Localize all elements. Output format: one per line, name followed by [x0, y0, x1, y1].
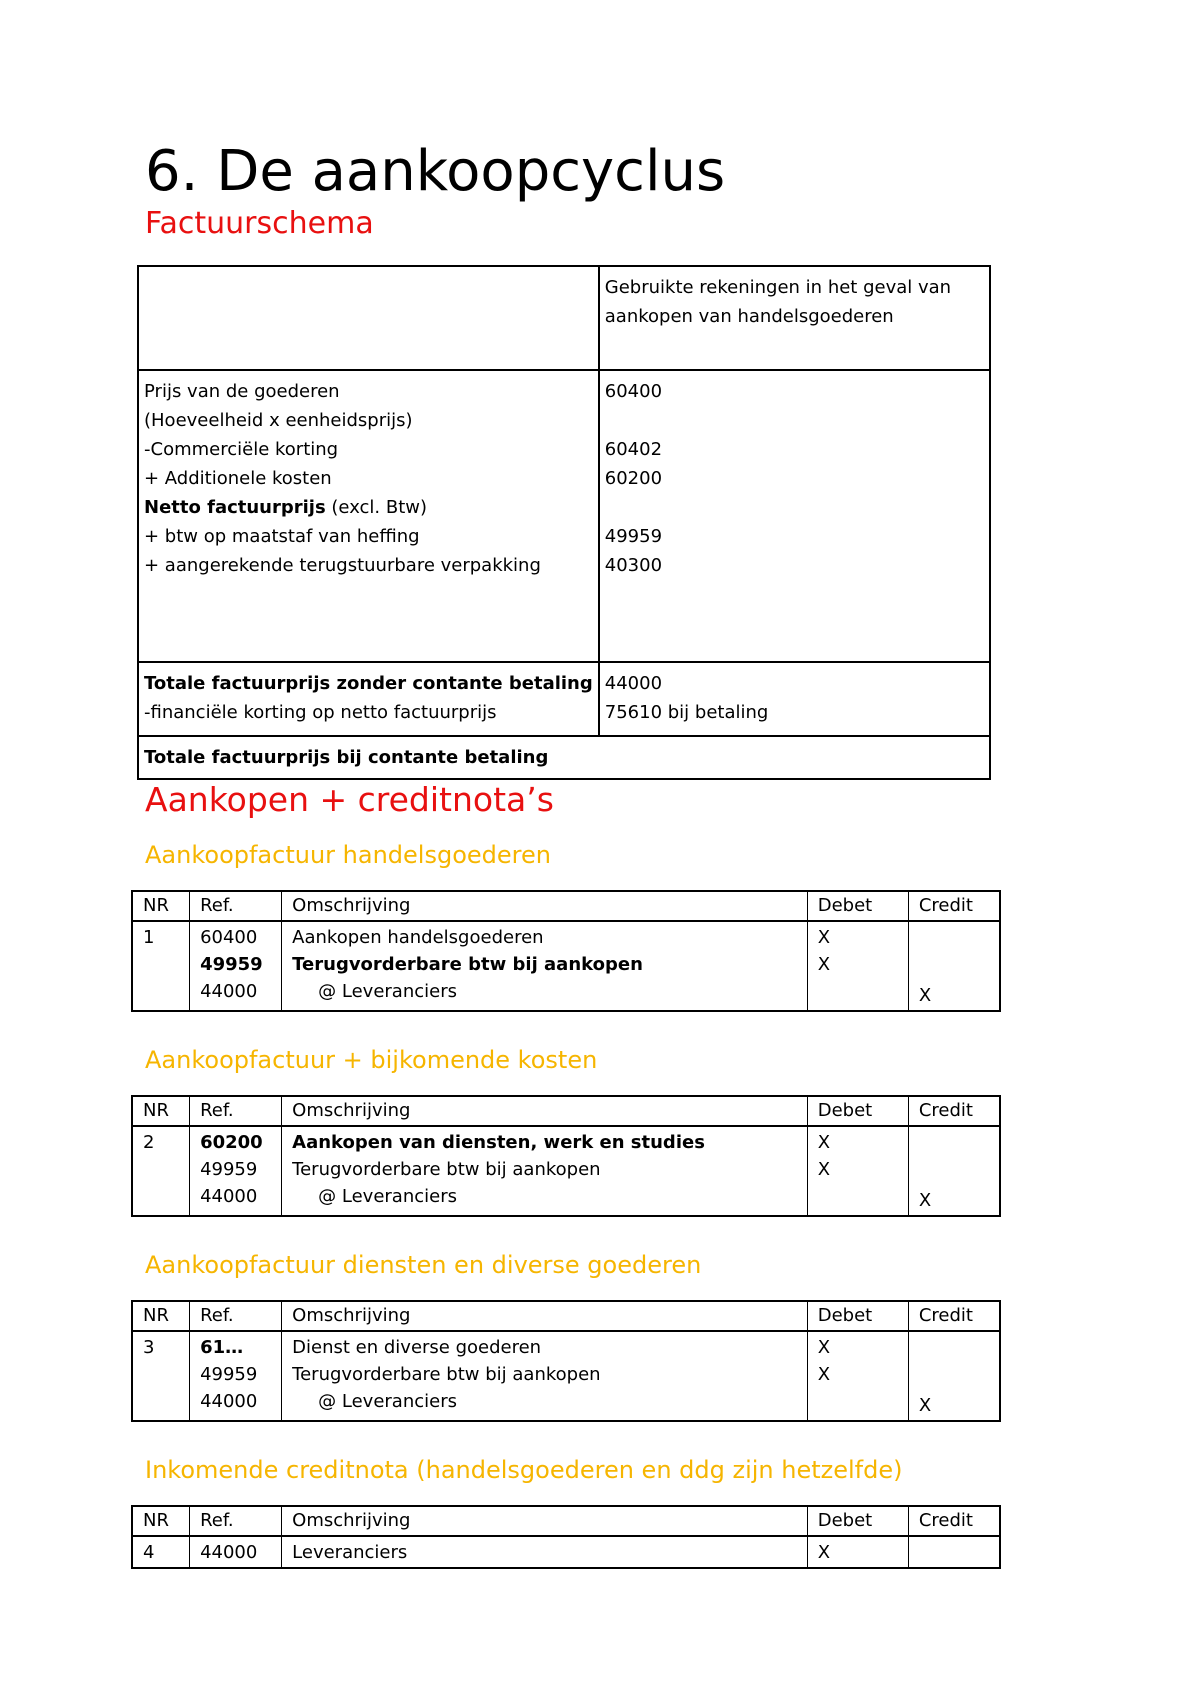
journal-table	[131, 890, 1001, 1012]
col-desc: Omschrijving	[282, 891, 808, 921]
schema-account: 60402	[604, 439, 663, 460]
page-title: 6. De aankoopcyclus	[145, 139, 726, 204]
entry-refs	[190, 1126, 282, 1216]
entry-desc: @ Leveranciers	[318, 981, 457, 1002]
entry-ref: 61…	[200, 1337, 244, 1358]
col-nr: NR	[132, 1096, 190, 1126]
schema-line: Prijs van de goederen	[144, 381, 340, 402]
entry-debet: X	[817, 927, 831, 948]
entry-refs	[190, 921, 282, 1011]
journal-heading: Aankoopfactuur + bijkomende kosten	[145, 1046, 598, 1074]
journal-table	[131, 1300, 1001, 1422]
entry-refs	[190, 1331, 282, 1421]
journal-table	[131, 1095, 1001, 1217]
entry-credit: X	[918, 1190, 932, 1211]
schema-line: + btw op maatstaf van heffing	[144, 526, 420, 547]
entry-desc: Aankopen van diensten, werk en studies	[292, 1132, 705, 1153]
schema-total-left	[138, 662, 599, 736]
entry-descs	[282, 1331, 808, 1421]
col-credit: Credit	[908, 891, 1000, 921]
entry-descs	[282, 1126, 808, 1216]
schema-final-row	[138, 736, 990, 779]
schema-account: 40300	[604, 555, 663, 576]
col-desc: Omschrijving	[282, 1506, 808, 1536]
schema-header-right	[599, 266, 990, 370]
journal-entry	[132, 1536, 1000, 1568]
schema-header-line: aankopen van handelsgoederen	[604, 306, 894, 327]
entry-desc: Terugvorderbare btw bij aankopen	[292, 954, 643, 975]
schema-total-account: 44000	[604, 673, 663, 694]
entry-credits	[908, 1331, 1000, 1421]
col-ref: Ref.	[190, 891, 282, 921]
entry-credit: X	[918, 1395, 932, 1416]
schema-total-label: Totale factuurprijs zonder contante betaling	[144, 673, 593, 694]
factuurschema-table	[137, 265, 991, 780]
journal-entry	[132, 921, 1000, 1011]
col-credit: Credit	[908, 1506, 1000, 1536]
entry-credits	[908, 921, 1000, 1011]
entry-ref: 44000	[200, 1186, 258, 1207]
col-debet: Debet	[807, 1506, 908, 1536]
section-heading-factuurschema: Factuurschema	[145, 206, 374, 241]
schema-line: + Additionele kosten	[144, 468, 332, 489]
schema-body-left	[138, 370, 599, 662]
entry-credit	[908, 1536, 1000, 1568]
entry-debet: X	[817, 1159, 831, 1180]
entry-ref: 49959	[200, 1364, 258, 1385]
entry-nr: 4	[132, 1536, 190, 1568]
schema-line-netto-bold: Netto factuurprijs	[144, 497, 326, 518]
col-nr: NR	[132, 1301, 190, 1331]
schema-account: 60400	[604, 381, 663, 402]
schema-header-line: Gebruikte rekeningen in het geval van	[604, 277, 952, 298]
col-debet: Debet	[807, 1096, 908, 1126]
col-credit: Credit	[908, 1096, 1000, 1126]
entry-ref: 60400	[200, 927, 258, 948]
schema-line: -Commerciële korting	[144, 439, 339, 460]
entry-desc: @ Leveranciers	[318, 1391, 457, 1412]
col-ref: Ref.	[190, 1506, 282, 1536]
schema-total-right	[599, 662, 990, 736]
schema-account: 49959	[604, 526, 663, 547]
schema-line: (Hoeveelheid x eenheidsprijs)	[144, 410, 413, 431]
entry-ref: 44000	[200, 981, 258, 1002]
schema-discount-label: -financiële korting op netto factuurprijs	[144, 702, 497, 723]
schema-line: + aangerekende terugstuurbare verpakking	[144, 555, 541, 576]
schema-header-left	[138, 266, 599, 370]
entry-desc: Aankopen handelsgoederen	[292, 927, 544, 948]
entry-debets	[807, 1126, 908, 1216]
journal-table	[131, 1505, 1001, 1569]
entry-ref: 49959	[200, 954, 263, 975]
schema-line-netto	[144, 493, 593, 522]
entry-ref: 60200	[200, 1132, 263, 1153]
entry-desc: Leveranciers	[282, 1536, 808, 1568]
entry-debets	[807, 921, 908, 1011]
col-ref: Ref.	[190, 1301, 282, 1331]
entry-desc: Terugvorderbare btw bij aankopen	[292, 1364, 601, 1385]
entry-ref: 49959	[200, 1159, 258, 1180]
journal-entry	[132, 1331, 1000, 1421]
schema-body-right	[599, 370, 990, 662]
col-nr: NR	[132, 1506, 190, 1536]
entry-debet: X	[817, 1337, 831, 1358]
entry-nr: 2	[132, 1126, 190, 1216]
entry-credits	[908, 1126, 1000, 1216]
entry-ref: 44000	[190, 1536, 282, 1568]
entry-nr: 1	[132, 921, 190, 1011]
journal-heading: Aankoopfactuur diensten en diverse goederen	[145, 1251, 702, 1279]
schema-discount-account: 75610 bij betaling	[604, 702, 769, 723]
entry-desc: Dienst en diverse goederen	[292, 1337, 542, 1358]
entry-desc: @ Leveranciers	[318, 1186, 457, 1207]
entry-debet: X	[807, 1536, 908, 1568]
col-desc: Omschrijving	[282, 1301, 808, 1331]
entry-debets	[807, 1331, 908, 1421]
col-debet: Debet	[807, 891, 908, 921]
col-nr: NR	[132, 891, 190, 921]
entry-debet: X	[817, 954, 831, 975]
journal-entry	[132, 1126, 1000, 1216]
journal-heading: Aankoopfactuur handelsgoederen	[145, 841, 551, 869]
entry-credit: X	[918, 985, 932, 1006]
schema-account: 60200	[604, 468, 663, 489]
schema-final-label: Totale factuurprijs bij contante betaling	[144, 747, 549, 768]
col-desc: Omschrijving	[282, 1096, 808, 1126]
col-debet: Debet	[807, 1301, 908, 1331]
schema-line-netto-extra: (excl. Btw)	[325, 497, 428, 518]
col-ref: Ref.	[190, 1096, 282, 1126]
entry-nr: 3	[132, 1331, 190, 1421]
entry-ref: 44000	[200, 1391, 258, 1412]
entry-desc: Terugvorderbare btw bij aankopen	[292, 1159, 601, 1180]
col-credit: Credit	[908, 1301, 1000, 1331]
section-heading-aankopen: Aankopen + creditnota’s	[145, 780, 554, 819]
entry-debet: X	[817, 1364, 831, 1385]
entry-descs	[282, 921, 808, 1011]
journal-heading: Inkomende creditnota (handelsgoederen en ddg zijn hetzelfde)	[145, 1456, 903, 1484]
entry-debet: X	[817, 1132, 831, 1153]
